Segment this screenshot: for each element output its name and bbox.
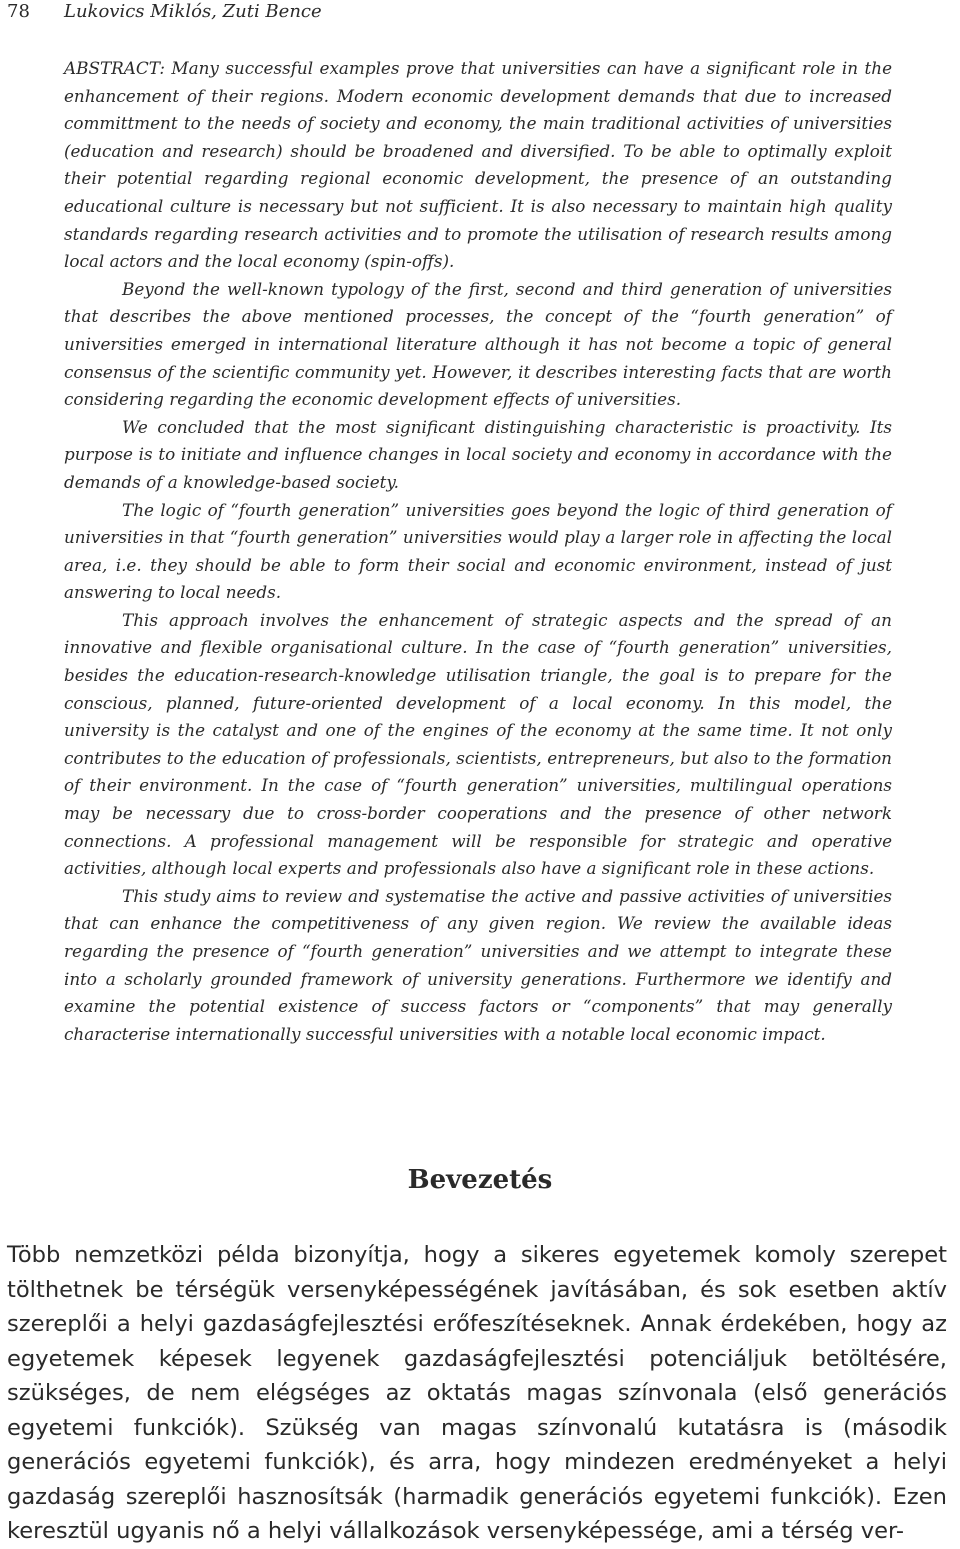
body-paragraph: Több nemzetközi példa bizonyítja, hogy a sikeres egyetemek komoly szerepet tölthetnek be térségük versenyképességének javításában, és sok esetben aktív szereplői a helyi gazdaságfejlesztési erőfeszítéseknek. Annak érdekében, hogy az egyetemek képesek legyenek gazdaságfejlesztési potenciáljuk betöltésére, szükséges, de nem elégséges az oktatás magas színvonala (első generációs egyetemi funkciók). Szükség van magas színvonalú kutatásra is (második generációs egyetemi funkciók), és arra, hogy mindezen eredményeket a helyi gazdaság szereplői hasznosítsák (harmadik generációs egyetemi funkciók). Ezen keresztül ugyanis nő a helyi vállalkozások versenyképessége, ami a térség ver- bbox=[7, 1242, 947, 1544]
abstract bbox=[64, 55, 892, 1048]
abstract-paragraph: This approach involves the enhancement of strategic aspects and the spread of an innovative and flexible organisational culture. In the case of “fourth generation” universities, besides the education-research-knowledge utilisation triangle, the goal is to prepare for the conscious, planned, future-oriented development of a local economy. In this model, the university is the catalyst and one of the engines of the economy at the same time. It not only contributes to the education of professionals, scientists, entrepreneurs, but also to the formation of their environment. In the case of “fourth generation” universities, multilingual operations may be necessary due to cross-border cooperations and the presence of other network connections. A professional management will be responsible for strategic and operative activities, although local experts and professionals also have a significant role in these actions. bbox=[64, 609, 892, 879]
abstract-paragraph: This study aims to review and systematise the active and passive activities of universities that can enhance the competitiveness of any given region. We review the available ideas regarding the presence of “fourth generation” universities and we attempt to integrate these into a scholarly grounded framework of university generations. Furthermore we identify and examine the potential existence of success factors or “components” that may generally characterise internationally successful universities with a notable local economic impact. bbox=[64, 885, 892, 1044]
running-head-authors: Lukovics Miklós, Zuti Bence bbox=[64, 1, 322, 22]
page-number: 78 bbox=[7, 1, 30, 22]
running-head bbox=[0, 0, 960, 26]
abstract-paragraph: We concluded that the most significant distinguishing characteristic is proactivity. Its purpose is to initiate and influence changes in local society and economy in accordance with the demands of a knowledge-based society. bbox=[64, 416, 892, 492]
abstract-paragraph: The logic of “fourth generation” universities goes beyond the logic of third generation of universities in that “fourth generation” universities would play a larger role in affecting the local area, i.e. they should be able to form their social and economic environment, instead of just answering to local needs. bbox=[64, 499, 892, 603]
abstract-paragraph: ABSTRACT: Many successful examples prove that universities can have a significant role in the enhancement of their regions. Modern economic development demands that due to increased committment to the needs of society and economy, the main traditional activities of universities (education and research) should be broadened and diversified. To be able to optimally exploit their potential regarding regional economic development, the presence of an outstanding educational culture is necessary but not sufficient. It is also necessary to maintain high quality standards regarding research activities and to promote the utilisation of research results among local actors and the local economy (spin-offs). bbox=[64, 58, 892, 272]
section-heading: Bevezetés bbox=[407, 1165, 553, 1195]
abstract-paragraph: Beyond the well-known typology of the first, second and third generation of universities that describes the above mentioned processes, the concept of the “fourth generation” of universities emerged in international literature although it has not become a topic of general consensus of the scientific community yet. However, it describes interesting facts that are worth considering regarding the economic development effects of universities. bbox=[64, 278, 892, 410]
